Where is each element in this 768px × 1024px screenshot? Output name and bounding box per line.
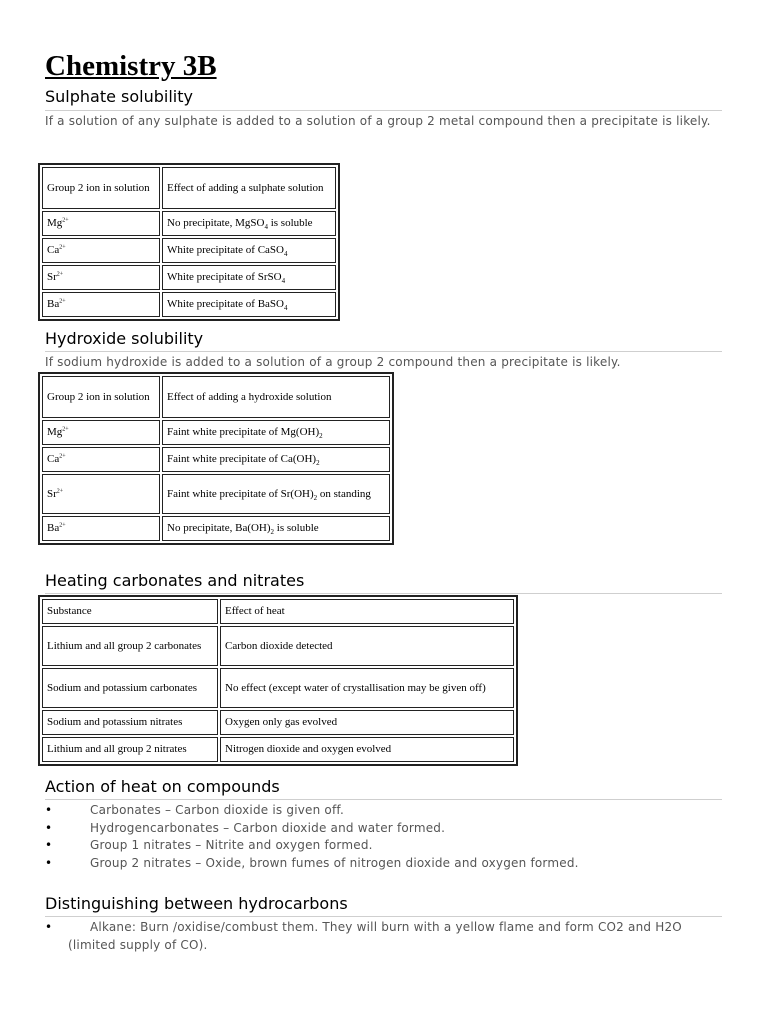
bullet-icon: • [45, 838, 53, 852]
action-heading: Action of heat on compounds [45, 777, 280, 796]
heating-heading: Heating carbonates and nitrates [45, 571, 305, 590]
substance-cell: Sodium and potassium carbonates [42, 668, 218, 708]
ion-charge: 2+ [59, 453, 66, 460]
ion-symbol: Sr [47, 271, 57, 283]
table-header-row [42, 376, 390, 418]
effect-cell [162, 265, 336, 290]
table-row [42, 626, 514, 666]
table-row [42, 447, 390, 472]
hydroxide-heading-rule [45, 351, 722, 352]
table-header-cell: Effect of adding a hydroxide solution [162, 376, 390, 418]
list-item-text: Alkane: Burn /oxidise/combust them. They will burn with a yellow flame and form CO2 and H2O (limited supply of CO). [68, 920, 682, 952]
table-row [42, 737, 514, 762]
ion-charge: 2+ [59, 298, 66, 305]
effect-cell [162, 292, 336, 317]
action-heading-rule [45, 799, 722, 800]
list-item-text: Carbonates – Carbon dioxide is given off. [90, 803, 344, 817]
effect-cell [162, 238, 336, 263]
effect-subscript: 4 [284, 304, 288, 313]
bullet-icon: • [45, 803, 53, 817]
effect-text: White precipitate of SrSO [167, 271, 282, 283]
ion-charge: 2+ [56, 487, 64, 494]
sulphate-heading-rule [45, 110, 722, 111]
effect-subscript: 2 [270, 528, 275, 537]
table-row [42, 238, 336, 263]
list-item [45, 837, 725, 855]
ion-cell [42, 292, 160, 317]
effect-subscript: 4 [284, 250, 288, 259]
effect-cell [162, 420, 390, 445]
table-row [42, 292, 336, 317]
ion-symbol: Ca [47, 244, 60, 256]
table-row [42, 474, 390, 514]
ion-charge: 2+ [59, 522, 66, 529]
effect-text: White precipitate of BaSO [167, 298, 284, 310]
table-header-cell: Effect of adding a sulphate solution [162, 167, 336, 209]
substance-cell: Lithium and all group 2 nitrates [42, 737, 218, 762]
list-item [45, 919, 705, 954]
action-list [45, 802, 725, 872]
list-item [45, 802, 725, 820]
ion-charge: 2+ [62, 426, 69, 433]
effect-cell: Oxygen only gas evolved [220, 710, 514, 735]
effect-text-tail: on standing [317, 487, 371, 500]
table-row [42, 420, 390, 445]
hydrocarbons-list [45, 919, 705, 954]
ion-cell [42, 447, 160, 472]
effect-text: Faint white precipitate of Sr(OH) [167, 487, 314, 500]
effect-text: No precipitate, MgSO [167, 217, 265, 229]
list-item-text: Hydrogencarbonates – Carbon dioxide and water formed. [90, 820, 446, 835]
table-header-cell: Group 2 ion in solution [42, 376, 160, 418]
effect-cell [162, 474, 390, 514]
ion-symbol: Sr [47, 487, 57, 500]
effect-text: Faint white precipitate of Mg(OH) [167, 426, 320, 438]
sulphate-table [38, 163, 340, 321]
ion-cell [42, 238, 160, 263]
table-header-row [42, 599, 514, 624]
effect-subscript: 2 [313, 493, 318, 502]
ion-symbol: Mg [47, 217, 63, 229]
table-header-cell: Effect of heat [220, 599, 514, 624]
effect-text-tail: is soluble [267, 217, 313, 229]
effect-cell: No effect (except water of crystallisation may be given off) [220, 668, 514, 708]
bullet-icon: • [45, 820, 53, 835]
ion-cell [42, 265, 160, 290]
table-row [42, 710, 514, 735]
bullet-icon: • [45, 855, 53, 870]
list-item [45, 855, 725, 873]
effect-subscript: 4 [281, 277, 286, 286]
table-header-cell: Substance [42, 599, 218, 624]
ion-charge: 2+ [62, 217, 69, 224]
table-row [42, 265, 336, 290]
effect-cell: Nitrogen dioxide and oxygen evolved [220, 737, 514, 762]
table-header-cell: Group 2 ion in solution [42, 167, 160, 209]
effect-subscript: 2 [319, 432, 323, 441]
hydrocarbons-heading: Distinguishing between hydrocarbons [45, 894, 348, 913]
sulphate-heading: Sulphate solubility [45, 87, 193, 106]
ion-symbol: Ba [47, 522, 60, 534]
table-header-row [42, 167, 336, 209]
list-item [45, 820, 725, 838]
ion-symbol: Ca [47, 453, 60, 465]
ion-cell [42, 211, 160, 236]
ion-cell [42, 420, 160, 445]
effect-subscript: 4 [264, 223, 268, 232]
ion-cell [42, 474, 160, 514]
substance-cell: Sodium and potassium nitrates [42, 710, 218, 735]
effect-cell [162, 211, 336, 236]
effect-text-tail: is soluble [274, 522, 319, 534]
table-row [42, 211, 336, 236]
effect-cell [162, 447, 390, 472]
list-item-text: Group 2 nitrates – Oxide, brown fumes of nitrogen dioxide and oxygen formed. [90, 855, 579, 870]
sulphate-intro: If a solution of any sulphate is added to a solution of a group 2 metal compound then a precipitate is likely. [45, 114, 711, 128]
substance-cell: Lithium and all group 2 carbonates [42, 626, 218, 666]
hydrocarbons-heading-rule [45, 916, 722, 917]
effect-text: White precipitate of CaSO [167, 244, 284, 256]
effect-cell: Carbon dioxide detected [220, 626, 514, 666]
table-row [42, 516, 390, 541]
heating-heading-rule [45, 593, 722, 594]
effect-text: Faint white precipitate of Ca(OH) [167, 453, 317, 465]
effect-subscript: 2 [316, 459, 320, 468]
hydroxide-table [38, 372, 394, 545]
hydroxide-heading: Hydroxide solubility [45, 329, 204, 348]
ion-symbol: Ba [47, 298, 60, 310]
heating-table [38, 595, 518, 766]
ion-charge: 2+ [56, 271, 64, 278]
bullet-icon: • [45, 920, 53, 934]
effect-cell [162, 516, 390, 541]
effect-text: No precipitate, Ba(OH) [167, 522, 271, 534]
page-title: Chemistry 3B [45, 50, 217, 82]
ion-charge: 2+ [59, 244, 66, 251]
ion-cell [42, 516, 160, 541]
ion-symbol: Mg [47, 426, 63, 438]
list-item-text: Group 1 nitrates – Nitrite and oxygen formed. [90, 838, 373, 852]
table-row [42, 668, 514, 708]
hydroxide-intro: If sodium hydroxide is added to a solution of a group 2 compound then a precipitate is likely. [45, 355, 621, 369]
